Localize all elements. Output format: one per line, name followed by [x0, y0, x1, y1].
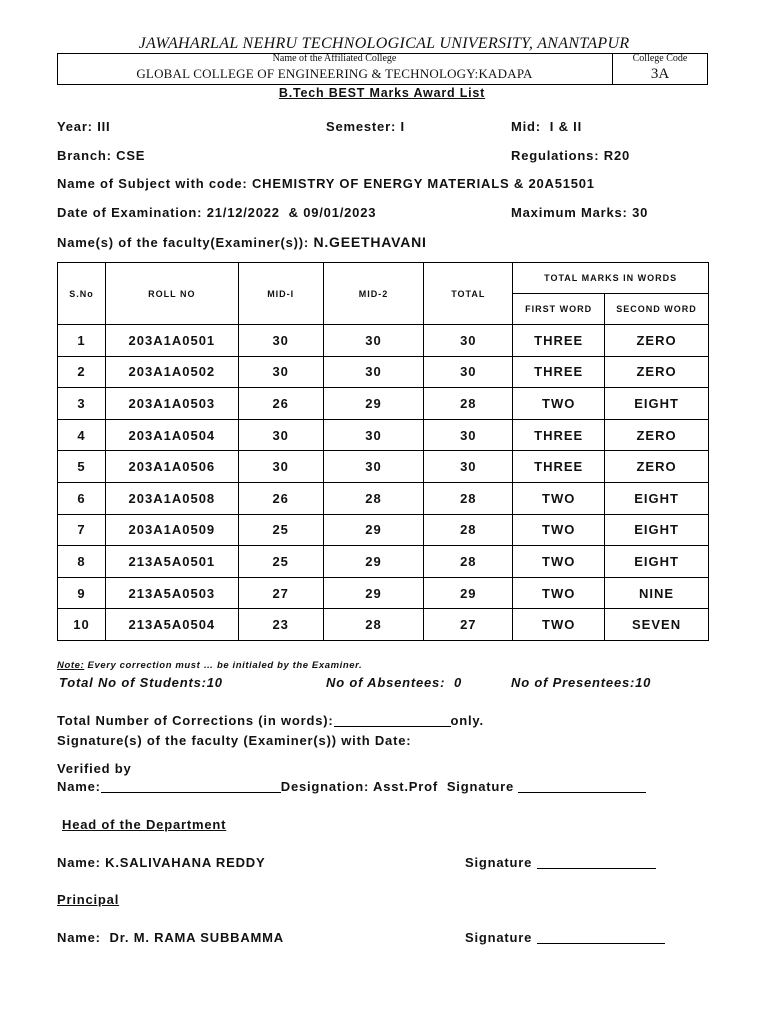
cell-mid1: 27 — [238, 577, 323, 609]
regulations-field: Regulations: R20 — [511, 148, 630, 163]
cell-roll-no: 203A1A0501 — [105, 325, 238, 357]
cell-total: 30 — [424, 419, 513, 451]
university-name: JAWAHARLAL NEHRU TECHNOLOGICAL UNIVERSITY, ANANTAPUR — [138, 35, 630, 52]
cell-first-word: TWO — [513, 482, 605, 514]
cell-total: 28 — [424, 514, 513, 546]
max-marks-field: Maximum Marks: 30 — [511, 205, 649, 220]
cell-roll-no: 203A1A0504 — [105, 419, 238, 451]
cell-mid2: 29 — [323, 577, 424, 609]
cell-mid1: 23 — [238, 609, 323, 641]
presentees-count: No of Presentees:10 — [511, 675, 652, 690]
mid-field: Mid: I & II — [511, 119, 582, 134]
principal-signature: Signature — [465, 930, 665, 945]
table-row — [58, 356, 709, 388]
cell-mid1: 30 — [238, 325, 323, 357]
cell-roll-no: 213A5A0501 — [105, 546, 238, 578]
faculty-signature-line: Signature(s) of the faculty (Examiner(s)) with Date: — [57, 733, 412, 748]
header-sno: S.No — [58, 263, 106, 325]
cell-mid2: 30 — [323, 451, 424, 483]
cell-mid1: 30 — [238, 356, 323, 388]
cell-roll-no: 213A5A0504 — [105, 609, 238, 641]
header-mid1: MID-I — [238, 263, 323, 325]
table-row — [58, 482, 709, 514]
faculty-field: Name(s) of the faculty(Examiner(s)): N.GEETHAVANI — [57, 234, 427, 250]
cell-first-word: TWO — [513, 546, 605, 578]
cell-second-word: ZERO — [605, 325, 709, 357]
cell-mid1: 26 — [238, 388, 323, 420]
cell-mid2: 30 — [323, 419, 424, 451]
cell-roll-no: 203A1A0503 — [105, 388, 238, 420]
cell-roll-no: 203A1A0502 — [105, 356, 238, 388]
cell-roll-no: 203A1A0509 — [105, 514, 238, 546]
cell-second-word: NINE — [605, 577, 709, 609]
cell-first-word: TWO — [513, 577, 605, 609]
cell-second-word: EIGHT — [605, 514, 709, 546]
cell-first-word: TWO — [513, 609, 605, 641]
cell-total: 30 — [424, 325, 513, 357]
cell-first-word: TWO — [513, 388, 605, 420]
cell-sno: 8 — [58, 546, 106, 578]
cell-second-word: EIGHT — [605, 482, 709, 514]
marks-table — [57, 262, 709, 641]
college-code: 3A — [650, 66, 670, 82]
absentees-count: No of Absentees: 0 — [326, 675, 463, 690]
cell-sno: 6 — [58, 482, 106, 514]
header-first-word: FIRST WORD — [513, 294, 605, 325]
college-code-label: College Code — [632, 53, 688, 64]
cell-mid2: 30 — [323, 356, 424, 388]
cell-second-word: ZERO — [605, 356, 709, 388]
cell-roll-no: 203A1A0506 — [105, 451, 238, 483]
cell-second-word: SEVEN — [605, 609, 709, 641]
cell-first-word: THREE — [513, 451, 605, 483]
header-total-in-words: TOTAL MARKS IN WORDS — [513, 263, 709, 294]
cell-mid2: 28 — [323, 482, 424, 514]
cell-mid2: 29 — [323, 514, 424, 546]
table-row — [58, 388, 709, 420]
verifier-line: Name: Designation: Asst.Prof Signature — [57, 779, 646, 794]
exam-date-field: Date of Examination: 21/12/2022 & 09/01/2023 — [57, 205, 377, 220]
cell-sno: 5 — [58, 451, 106, 483]
cell-sno: 1 — [58, 325, 106, 357]
cell-second-word: EIGHT — [605, 546, 709, 578]
cell-sno: 9 — [58, 577, 106, 609]
award-list-title: B.Tech BEST Marks Award List — [278, 86, 486, 100]
header-total: TOTAL — [424, 263, 513, 325]
cell-total: 28 — [424, 388, 513, 420]
cell-mid1: 26 — [238, 482, 323, 514]
header-second-word: SECOND WORD — [605, 294, 709, 325]
corrections-line: Total Number of Corrections (in words): only. — [57, 713, 484, 728]
cell-total: 30 — [424, 451, 513, 483]
principal-name: Name: Dr. M. RAMA SUBBAMMA — [57, 930, 284, 945]
affiliated-college-label: Name of the Affiliated College — [272, 53, 397, 64]
table-row — [58, 325, 709, 357]
header-roll-no: ROLL NO — [105, 263, 238, 325]
cell-total: 29 — [424, 577, 513, 609]
year-field: Year: III — [57, 119, 111, 134]
branch-field: Branch: CSE — [57, 148, 146, 163]
table-row — [58, 546, 709, 578]
cell-first-word: TWO — [513, 514, 605, 546]
cell-roll-no: 203A1A0508 — [105, 482, 238, 514]
cell-sno: 10 — [58, 609, 106, 641]
header-mid2: MID-2 — [323, 263, 424, 325]
total-students: Total No of Students:10 — [59, 675, 223, 690]
table-row — [58, 514, 709, 546]
cell-total: 28 — [424, 482, 513, 514]
cell-sno: 2 — [58, 356, 106, 388]
cell-roll-no: 213A5A0503 — [105, 577, 238, 609]
cell-total: 30 — [424, 356, 513, 388]
cell-second-word: EIGHT — [605, 388, 709, 420]
cell-sno: 4 — [58, 419, 106, 451]
cell-mid1: 30 — [238, 419, 323, 451]
cell-sno: 7 — [58, 514, 106, 546]
cell-mid1: 25 — [238, 514, 323, 546]
cell-mid2: 30 — [323, 325, 424, 357]
verified-by-label: Verified by — [57, 761, 132, 776]
cell-first-word: THREE — [513, 325, 605, 357]
table-row — [58, 419, 709, 451]
correction-note: Note: Every correction must … be initialed by the Examiner. — [57, 660, 363, 671]
cell-second-word: ZERO — [605, 419, 709, 451]
cell-sno: 3 — [58, 388, 106, 420]
cell-mid2: 29 — [323, 388, 424, 420]
cell-second-word: ZERO — [605, 451, 709, 483]
cell-total: 27 — [424, 609, 513, 641]
table-row — [58, 609, 709, 641]
hod-heading: Head of the Department — [62, 817, 227, 832]
hod-name: Name: K.SALIVAHANA REDDY — [57, 855, 266, 870]
table-row — [58, 577, 709, 609]
cell-first-word: THREE — [513, 419, 605, 451]
table-row — [58, 451, 709, 483]
cell-total: 28 — [424, 546, 513, 578]
semester-field: Semester: I — [326, 119, 405, 134]
cell-mid2: 29 — [323, 546, 424, 578]
cell-first-word: THREE — [513, 356, 605, 388]
cell-mid1: 25 — [238, 546, 323, 578]
subject-field: Name of Subject with code: CHEMISTRY OF ENERGY MATERIALS & 20A51501 — [57, 176, 595, 191]
hod-signature: Signature — [465, 855, 656, 870]
cell-mid2: 28 — [323, 609, 424, 641]
cell-mid1: 30 — [238, 451, 323, 483]
college-name: GLOBAL COLLEGE OF ENGINEERING & TECHNOLOGY:KADAPA — [136, 66, 533, 81]
principal-heading: Principal — [57, 892, 120, 907]
